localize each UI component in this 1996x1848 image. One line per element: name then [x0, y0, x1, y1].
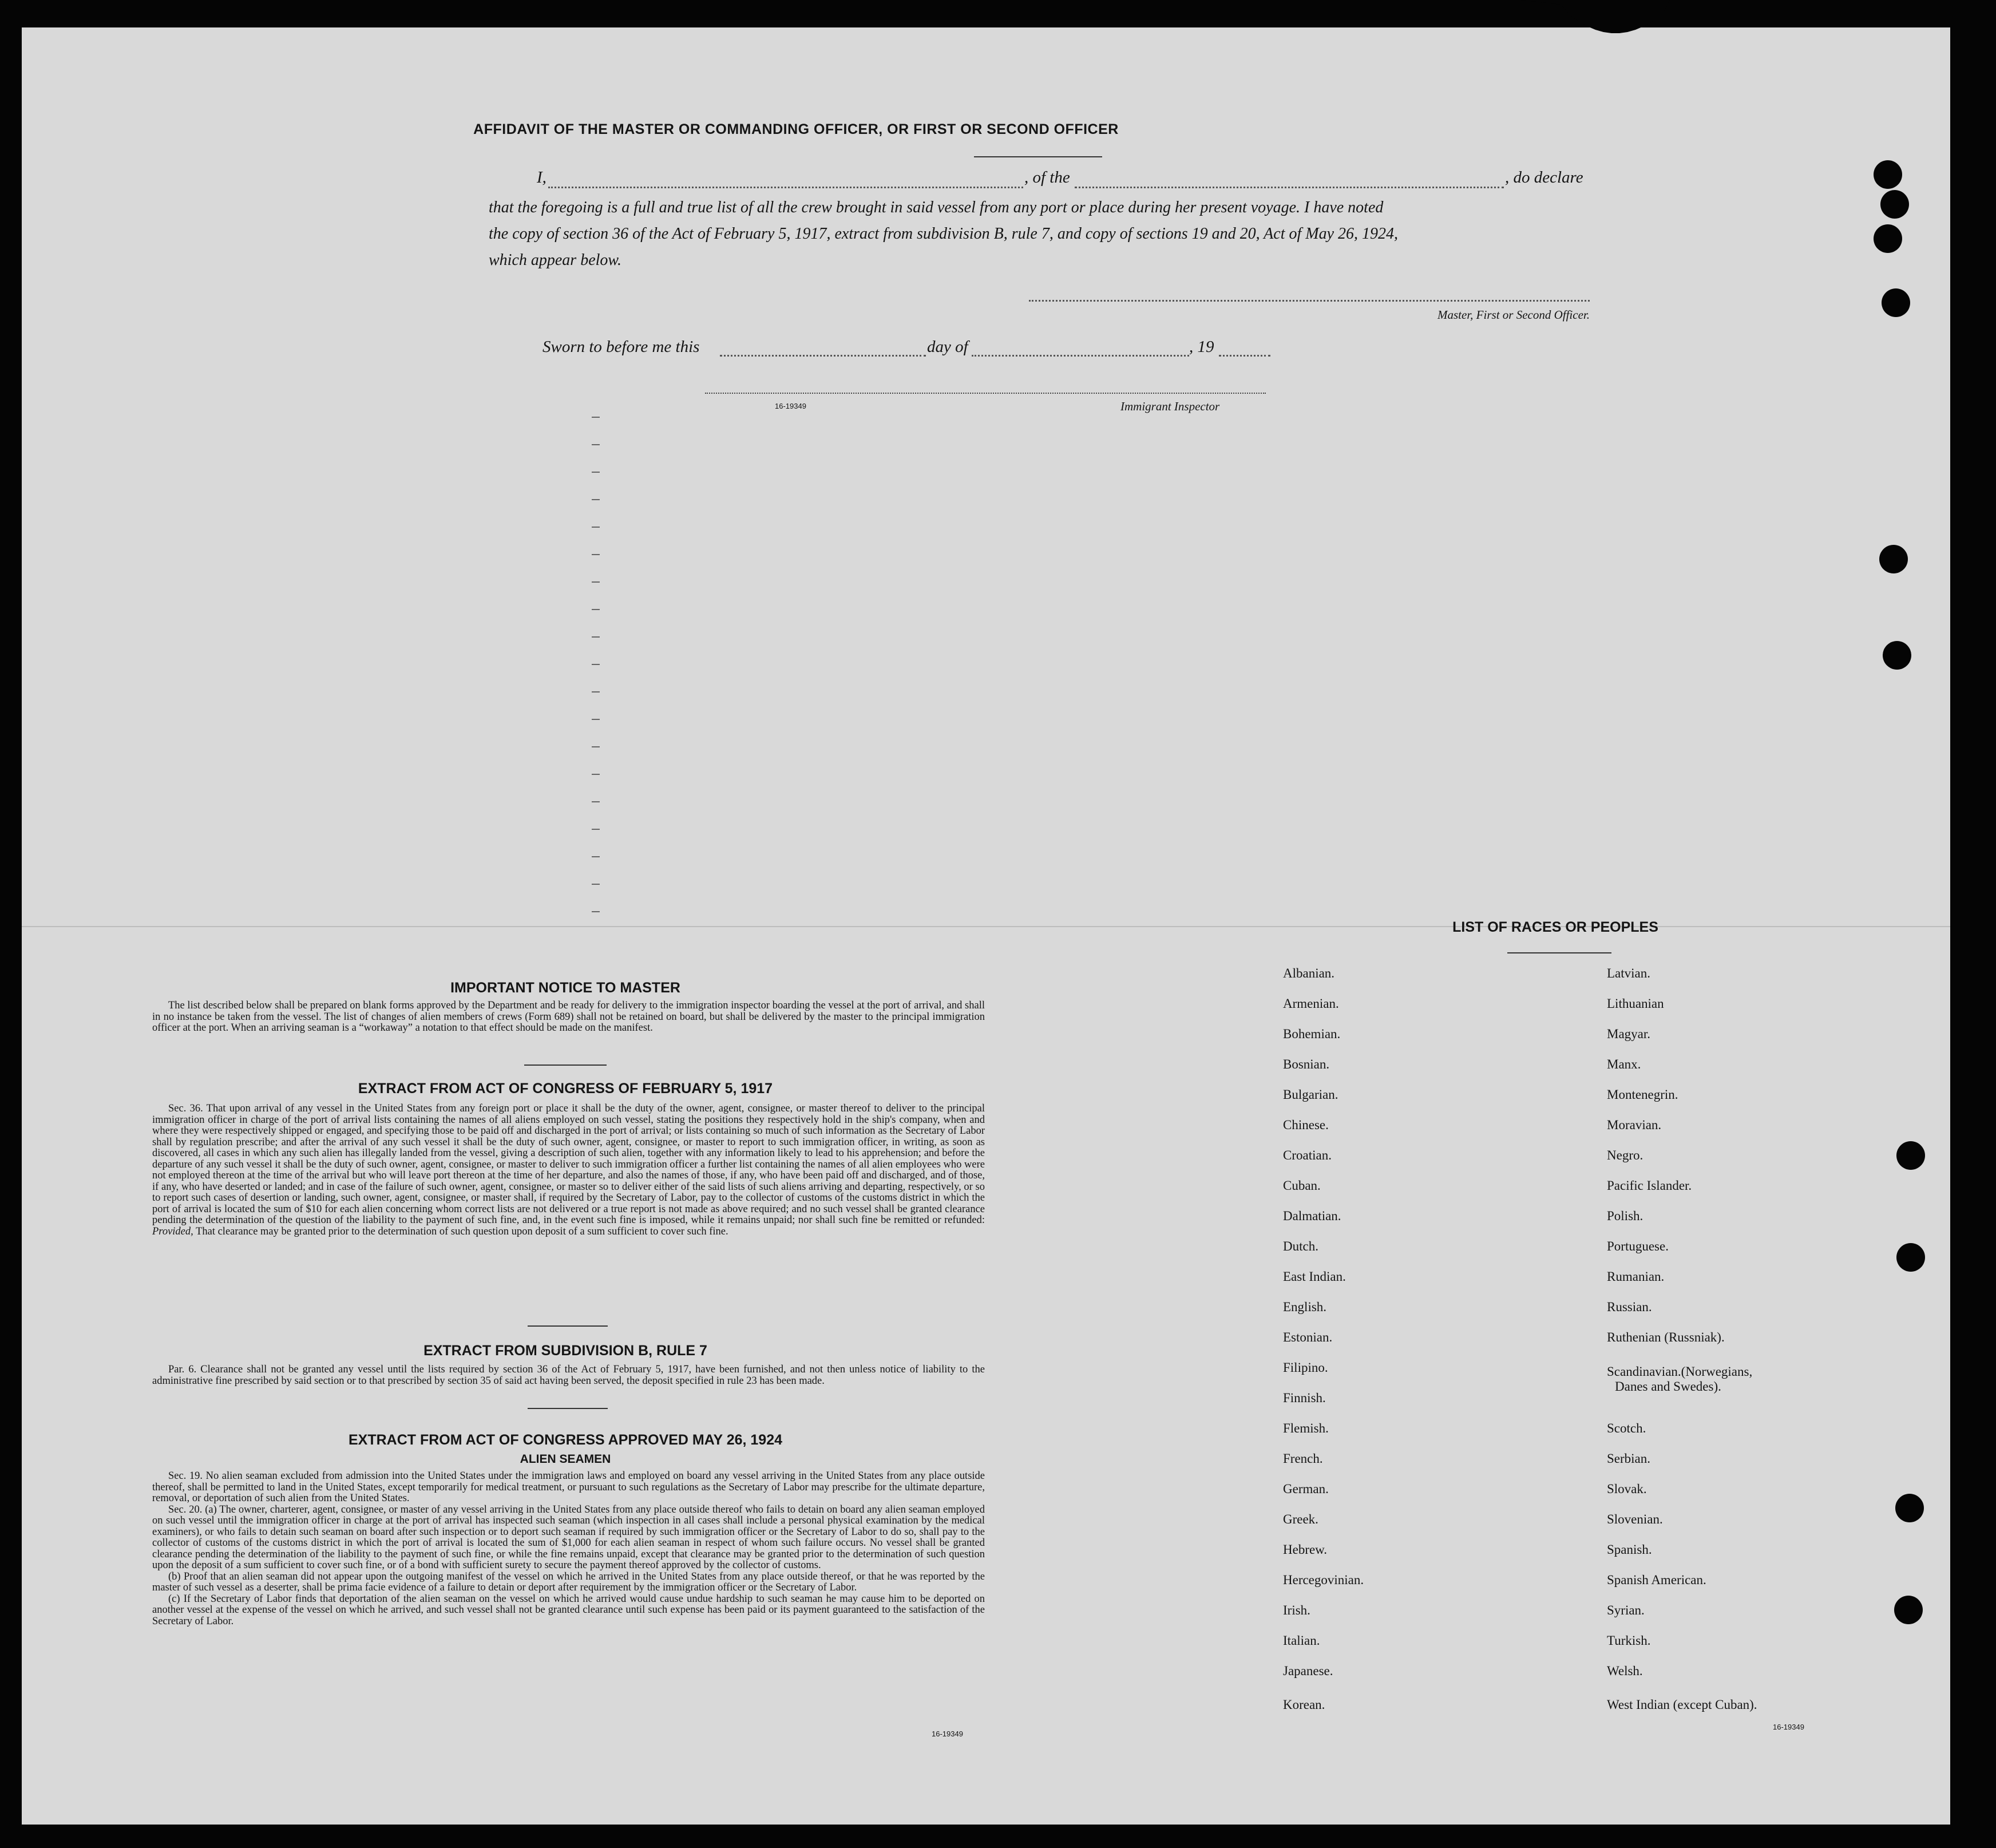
race-item: Bulgarian.: [1283, 1087, 1338, 1102]
margin-dash: [592, 719, 600, 720]
sec-20a-paragraph: Sec. 20. (a) The owner, charterer, agent, consignee, or master of any vessel arriving in the United States from any place outside thereof who fails to detain on board any alien seaman employed on such vessel until the immigration officer in charge at the port of arrival has inspected such seaman (which inspection in all cases shall include a personal physical examination by the medical examiners), or who fails to detain such seaman on board after such inspection or to deport such seaman if required by such immigration officer or the Secretary of Labor to do so, shall pay to the collector of customs of the customs district in which the port of arrival is located the sum of $1,000 for each alien seaman in respect of whom such failure occurs. No vessel shall be granted clearance pending the determination of the liability to the payment of such fine, or while the fine remains unpaid, except that clearance may be granted prior to the determination of such question upon the deposit of a sum sufficient to cover such fine, or of a bond with sufficient surety to secure the payment thereof approved by the collector of customs.: [152, 1503, 985, 1571]
form-number-left: 16-19349: [932, 1730, 963, 1738]
margin-dash: [592, 444, 600, 445]
label-do-declare: , do declare: [1505, 168, 1583, 187]
race-item: Serbian.: [1607, 1451, 1651, 1466]
proviso-word: Provided,: [152, 1225, 193, 1237]
sworn-day-blank[interactable]: [720, 355, 926, 357]
race-item: Russian.: [1607, 1300, 1652, 1314]
race-item: Scotch.: [1607, 1421, 1646, 1435]
race-item: Irish.: [1283, 1603, 1310, 1617]
notice-body: The list described below shall be prepared on blank forms approved by the Department and be ready for delivery to the immigration inspector boarding the vessel at the port of arrival, and shall in no instance be taken from the vessel. The list of changes of alien members of crews (Form 689) shall not be retained on board, but shall be delivered by the master to the principal immigration officer at the port. When an arriving seaman is a “workaway” a notation to that effect should be made on the manifest.: [152, 1000, 985, 1034]
margin-dash: [592, 884, 600, 885]
race-item: Spanish American.: [1607, 1573, 1706, 1587]
race-item: Turkish.: [1607, 1633, 1651, 1648]
race-item: Pacific Islander.: [1607, 1178, 1692, 1193]
margin-dash: [592, 829, 600, 830]
race-item: Croatian.: [1283, 1148, 1332, 1162]
race-item: Scandinavian.(Norwegians,: [1607, 1364, 1753, 1379]
race-item: Albanian.: [1283, 966, 1335, 980]
margin-dash: [592, 499, 600, 500]
margin-dash: [592, 691, 600, 692]
race-item: Flemish.: [1283, 1421, 1329, 1435]
race-item: Bohemian.: [1283, 1027, 1341, 1041]
proviso-text: That clearance may be granted prior to the determination of such question upon deposit of a sum sufficient to cover such fine.: [196, 1225, 728, 1237]
margin-dash: [592, 472, 600, 473]
affidavit-body-line-1: that the foregoing is a full and true list of all the crew brought in said vessel from any port or place during her present voyage. I have noted: [489, 199, 1384, 216]
title-underline: [974, 156, 1102, 157]
race-item: Chinese.: [1283, 1118, 1329, 1132]
margin-dash: [592, 609, 600, 610]
margin-dash: [592, 636, 600, 638]
race-item: Welsh.: [1607, 1664, 1643, 1678]
year-prefix: , 19: [1189, 338, 1214, 356]
punch-hole: [1896, 1141, 1925, 1170]
rule7-title: EXTRACT FROM SUBDIVISION B, RULE 7: [423, 1343, 707, 1359]
inspector-caption: Immigrant Inspector: [1120, 399, 1220, 413]
race-item: Dalmatian.: [1283, 1209, 1341, 1223]
race-item: Lithuanian: [1607, 996, 1664, 1011]
race-item: Montenegrin.: [1607, 1087, 1678, 1102]
race-item: Finnish.: [1283, 1391, 1326, 1405]
race-item: Syrian.: [1607, 1603, 1645, 1617]
affidavit-line-i: [537, 168, 1613, 187]
race-item: Japanese.: [1283, 1664, 1333, 1678]
sworn-label: Sworn to before me this: [542, 338, 700, 356]
notice-divider: [524, 1065, 607, 1066]
margin-dash: [592, 911, 600, 912]
race-item: Slovenian.: [1607, 1512, 1663, 1526]
affidavit-body: [489, 195, 1587, 274]
document-page: [22, 27, 1950, 1825]
extract-1924-subtitle: ALIEN SEAMEN: [520, 1453, 611, 1466]
inspector-signature-blank[interactable]: [705, 393, 1266, 394]
race-item: Slovak.: [1607, 1482, 1647, 1496]
race-item: Bosnian.: [1283, 1057, 1330, 1071]
extract-1924-title: EXTRACT FROM ACT OF CONGRESS APPROVED MAY 26, 1924: [348, 1432, 783, 1448]
label-of-the: , of the: [1024, 168, 1070, 187]
race-item: Hebrew.: [1283, 1542, 1328, 1557]
punch-hole: [1879, 545, 1908, 573]
margin-dash: [592, 774, 600, 775]
race-item: Moravian.: [1607, 1118, 1662, 1132]
race-item: Portuguese.: [1607, 1239, 1669, 1253]
race-item: Filipino.: [1283, 1360, 1328, 1375]
margin-dash: [592, 554, 600, 555]
race-item: Hercegovinian.: [1283, 1573, 1364, 1587]
race-item: English.: [1283, 1300, 1327, 1314]
punch-hole: [1874, 160, 1902, 189]
punch-hole: [1896, 1243, 1925, 1272]
margin-dash: [592, 527, 600, 528]
race-item: Spanish.: [1607, 1542, 1652, 1557]
race-item: German.: [1283, 1482, 1329, 1496]
day-of-label: day of: [927, 338, 968, 356]
race-item: Ruthenian (Russniak).: [1607, 1330, 1725, 1344]
margin-dash: [592, 581, 600, 583]
affidavit-body-line-3: which appear below.: [489, 251, 622, 269]
extract-1924-body: [152, 1471, 985, 1627]
master-signature-blank[interactable]: [1029, 300, 1590, 302]
race-item: West Indian (except Cuban).: [1607, 1697, 1757, 1712]
race-item: Magyar.: [1607, 1027, 1651, 1041]
race-item: Armenian.: [1283, 996, 1339, 1011]
margin-dash: [592, 664, 600, 665]
race-item: Cuban.: [1283, 1178, 1321, 1193]
extract-1917-text: Sec. 36. That upon arrival of any vessel in the United States from any foreign port or place it shall be the duty of the owner, agent, consignee, or master thereof to deliver to the principal immigration officer in charge of the port of arrival lists containing the names of all aliens employed on such vessel, stating the positions they respectively hold in the ship's company, when and where they were respectively shipped or engaged, and specifying those to be paid off and discharged in the port of arrival; or lists containing so much of such information as the Secretary of Labor shall by regulation prescribe; and after the arrival of any such vessel it shall be the duty of such owner, agent, consignee, or master to report to such immigration officer, in writing, as soon as discovered, all cases in which any such alien has illegally landed from the vessel, giving a description of such alien, together with any information likely to lead to his apprehension; and before the departure of any such vessel it shall be the duty of such owner, agent, consignee, or master to deliver to such immigration officer a further list containing the names of all alien employees who were not employed thereon at the time of the arrival but who will leave port thereon at the time of her departure, and also the names of those, if any, who have been paid off and discharged, and of those, if any, who have deserted or landed; and in case of the failure of such owner, agent, consignee, or master so to deliver either of the said lists of such aliens arriving and departing, respectively, or so to report such cases of desertion or landing, such owner, agent, consignee, or master shall, if required by the Secretary of Labor, pay to the collector of customs of the customs district in which the port of arrival is located the sum of $10 for each alien concerning whom correct lists are not delivered or a true report is not made as above required; and no such vessel shall be granted clearance pending the determination of the question of the liability to the payment of such fine, and, in the event such fine is imposed, while it remains unpaid; nor shall such fine be remitted or refunded:: [152, 1103, 985, 1226]
sec-20c-paragraph: (c) If the Secretary of Labor finds that deportation of the alien seaman on the vessel on which he arrived would cause undue hardship to such seaman he may cause him to be deported on another vessel at the expense of the vessel on which he arrived, and such vessel shall not be granted clearance until such expense has been paid or its payment guaranteed to the satisfaction of the Secretary of Labor.: [152, 1593, 985, 1627]
extract-1917-body: [152, 1103, 985, 1237]
extract-1917-title: EXTRACT FROM ACT OF CONGRESS OF FEBRUARY 5, 1917: [358, 1081, 773, 1097]
punch-hole: [1895, 1494, 1924, 1522]
signature-caption: Master, First or Second Officer.: [1437, 308, 1590, 322]
margin-dash: [592, 746, 600, 747]
affidavit-title: AFFIDAVIT OF THE MASTER OR COMMANDING OFFICER, OR FIRST OR SECOND OFFICER: [473, 121, 1119, 137]
rule7-body: Par. 6. Clearance shall not be granted any vessel until the lists required by section 36 of the Act of February 5, 1917, have been furnished, and not then unless notice of liability to the administrative fine prescribed by said section or to that prescribed by section 35 of said act having been served, the deposit specified in rule 23 has been made.: [152, 1364, 985, 1387]
punch-hole: [1883, 641, 1911, 670]
label-i: I,: [537, 168, 546, 187]
form-number-top: 16-19349: [775, 402, 806, 410]
sec-20b-paragraph: (b) Proof that an alien seaman did not appear upon the outgoing manifest of the vessel on which he arrived in the United States from any place outside thereof, or that he was reported by the master of such vessel as a deserter, shall be prima facie evidence of a failure to detain or deport after requirement by the immigration officer or the Secretary of Labor.: [152, 1570, 985, 1593]
form-number-right: 16-19349: [1773, 1723, 1804, 1731]
races-title: LIST OF RACES OR PEOPLES: [1452, 919, 1658, 935]
rule7-divider: [528, 1408, 608, 1409]
extract-1917-divider: [528, 1325, 608, 1327]
sworn-year-blank[interactable]: [1219, 355, 1270, 357]
margin-dash: [592, 417, 600, 418]
punch-hole: [1880, 190, 1909, 219]
margin-dash: [592, 801, 600, 802]
race-item: Korean.: [1283, 1697, 1325, 1712]
race-item: Negro.: [1607, 1148, 1643, 1162]
races-divider: [1507, 952, 1611, 953]
race-item: Italian.: [1283, 1633, 1320, 1648]
seal-fragment-icon: [1521, 0, 1670, 63]
race-item: Polish.: [1607, 1209, 1643, 1223]
race-item-continuation: Danes and Swedes).: [1615, 1379, 1721, 1394]
notice-title: IMPORTANT NOTICE TO MASTER: [450, 980, 680, 996]
race-item: French.: [1283, 1451, 1323, 1466]
race-item: Latvian.: [1607, 966, 1650, 980]
race-item: Estonian.: [1283, 1330, 1333, 1344]
punch-hole: [1882, 288, 1910, 317]
sec-19-paragraph: Sec. 19. No alien seaman excluded from admission into the United States under the immigration laws and employed on board any vessel arriving in the United States from any place outside thereof, shall be permitted to land in the United States, except temporarily for medical treatment, or pursuant to such regulations as the Secretary of Labor may prescribe for the ultimate departure, removal, or deportation of such alien from the United States.: [152, 1470, 985, 1504]
punch-hole: [1874, 224, 1902, 253]
vessel-blank[interactable]: [1075, 187, 1504, 188]
sworn-month-blank[interactable]: [972, 355, 1189, 357]
race-item: Manx.: [1607, 1057, 1641, 1071]
race-item: Dutch.: [1283, 1239, 1318, 1253]
affidavit-body-line-2: the copy of section 36 of the Act of February 5, 1917, extract from subdivision B, rule 7, and copy of sections 19 and 20, Act of May 26, 1924,: [489, 225, 1399, 243]
race-item: Rumanian.: [1607, 1269, 1665, 1284]
margin-dash: [592, 856, 600, 857]
punch-hole: [1894, 1596, 1923, 1624]
race-item: East Indian.: [1283, 1269, 1346, 1284]
race-item: Greek.: [1283, 1512, 1318, 1526]
name-blank[interactable]: [548, 187, 1023, 188]
